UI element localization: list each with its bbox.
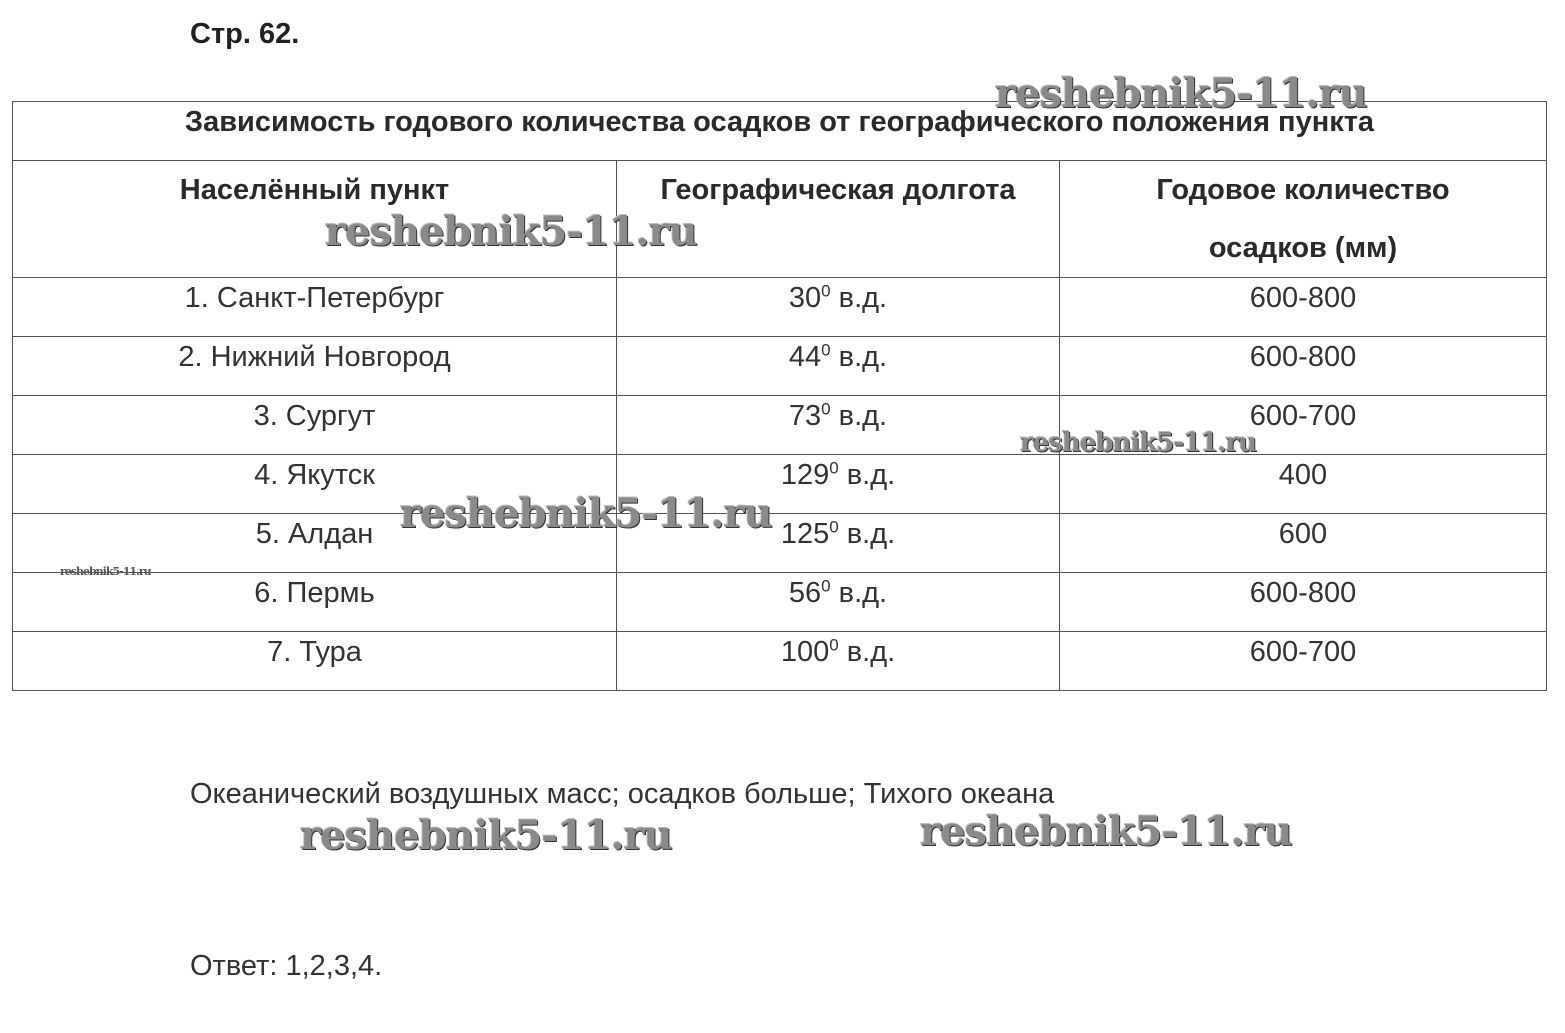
cell-precipitation: 600-700 bbox=[1060, 396, 1547, 455]
watermark: reshebnik5-11.ru bbox=[60, 565, 151, 578]
cell-precipitation: 600-800 bbox=[1060, 573, 1547, 632]
watermark: reshebnik5-11.ru bbox=[1020, 428, 1257, 458]
cell-longitude bbox=[617, 632, 1060, 691]
table-caption: Зависимость годового количества осадков от географического положения пункта bbox=[13, 102, 1547, 161]
cell-place: 4. Якутск bbox=[13, 455, 617, 514]
cell-longitude bbox=[617, 514, 1060, 573]
table-row bbox=[13, 337, 1547, 396]
cell-place: 7. Тура bbox=[13, 632, 617, 691]
precipitation-table-wrap bbox=[12, 101, 1546, 691]
column-header-precipitation: Годовое количество осадков (мм) bbox=[1060, 161, 1547, 278]
conclusion-text: Океанический воздушных масс; осадков больше; Тихого океана bbox=[190, 778, 1055, 810]
table-header-row bbox=[13, 161, 1547, 278]
cell-place: 6. Пермь bbox=[13, 573, 617, 632]
cell-precipitation: 600-800 bbox=[1060, 278, 1547, 337]
watermark: reshebnik5-11.ru bbox=[920, 808, 1292, 855]
precipitation-table bbox=[12, 101, 1547, 691]
degree-mark: 0 bbox=[821, 340, 831, 360]
cell-place: 1. Санкт-Петербург bbox=[13, 278, 617, 337]
watermark: reshebnik5-11.ru bbox=[300, 812, 672, 859]
degree-mark: 0 bbox=[829, 517, 839, 537]
table-row bbox=[13, 396, 1547, 455]
table-row bbox=[13, 514, 1547, 573]
degree-mark: 0 bbox=[821, 281, 831, 301]
longitude-value: 129 bbox=[780, 459, 830, 491]
cell-place: 2. Нижний Новгород bbox=[13, 337, 617, 396]
table-caption-row bbox=[13, 102, 1547, 161]
cell-longitude bbox=[617, 337, 1060, 396]
degree-mark: 0 bbox=[821, 399, 831, 419]
cell-precipitation: 600 bbox=[1060, 514, 1547, 573]
column-header-place: Населённый пункт bbox=[13, 161, 617, 278]
longitude-value: 56 bbox=[788, 577, 822, 609]
degree-mark: 0 bbox=[821, 576, 831, 596]
watermark: reshebnik5-11.ru bbox=[995, 70, 1367, 117]
longitude-value: 100 bbox=[780, 636, 830, 668]
page-header: Стр. 62. bbox=[190, 18, 300, 50]
cell-precipitation: 600-800 bbox=[1060, 337, 1547, 396]
answer-text: Ответ: 1,2,3,4. bbox=[190, 950, 383, 982]
table-row bbox=[13, 632, 1547, 691]
cell-longitude bbox=[617, 455, 1060, 514]
watermark: reshebnik5-11.ru bbox=[400, 490, 772, 537]
table-body bbox=[13, 278, 1547, 691]
cell-longitude bbox=[617, 396, 1060, 455]
cell-place: 3. Сургут bbox=[13, 396, 617, 455]
column-header-longitude: Географическая долгота bbox=[617, 161, 1060, 278]
longitude-value: 73 bbox=[788, 400, 822, 432]
cell-longitude bbox=[617, 573, 1060, 632]
longitude-unit: в.д. bbox=[838, 636, 896, 668]
degree-mark: 0 bbox=[829, 458, 839, 478]
longitude-value: 125 bbox=[780, 518, 830, 550]
watermark: reshebnik5-11.ru bbox=[325, 208, 697, 255]
cell-longitude bbox=[617, 278, 1060, 337]
table-row bbox=[13, 455, 1547, 514]
longitude-unit: в.д. bbox=[830, 341, 888, 373]
longitude-unit: в.д. bbox=[830, 577, 888, 609]
longitude-unit: в.д. bbox=[830, 400, 888, 432]
cell-precipitation: 600-700 bbox=[1060, 632, 1547, 691]
longitude-unit: в.д. bbox=[838, 459, 896, 491]
cell-precipitation: 400 bbox=[1060, 455, 1547, 514]
table-row bbox=[13, 573, 1547, 632]
longitude-unit: в.д. bbox=[838, 518, 896, 550]
longitude-value: 30 bbox=[788, 282, 822, 314]
longitude-unit: в.д. bbox=[830, 282, 888, 314]
table-row bbox=[13, 278, 1547, 337]
degree-mark: 0 bbox=[829, 635, 839, 655]
cell-place: 5. Алдан bbox=[13, 514, 617, 573]
longitude-value: 44 bbox=[788, 341, 822, 373]
